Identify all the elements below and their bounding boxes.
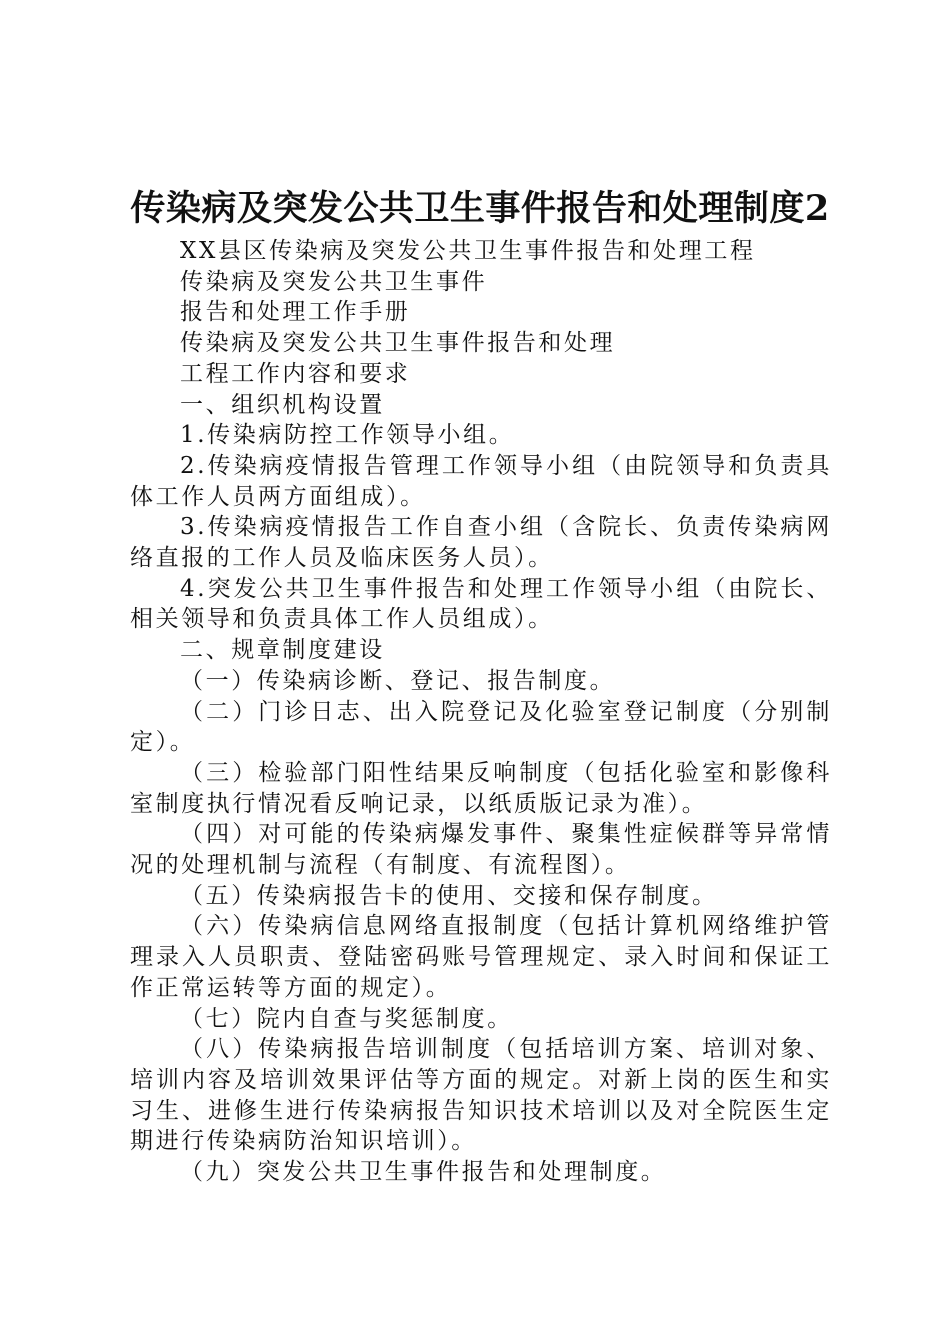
list-item: 3.传染病疫情报告工作自查小组（含院长、负责传染病网络直报的工作人员及临床医务人员）。 (130, 514, 832, 572)
paragraph: 传染病及突发公共卫生事件报告和处理 (180, 330, 616, 357)
list-item: （九）突发公共卫生事件报告和处理制度。 (180, 1159, 667, 1186)
list-item: 4.突发公共卫生事件报告和处理工作领导小组（由院长、相关领导和负责具体工作人员组成）。 (130, 575, 832, 633)
paragraph: 工程工作内容和要求 (180, 360, 411, 387)
list-item: 2.传染病疫情报告管理工作领导小组（由院领导和负责具体工作人员两方面组成）。 (130, 452, 832, 510)
list-item: （五）传染病报告卡的使用、交接和保存制度。 (180, 882, 718, 909)
paragraph: 报告和处理工作手册 (180, 299, 411, 326)
section-heading: 一、组织机构设置 (180, 391, 385, 418)
list-item: （四）对可能的传染病爆发事件、聚集性症候群等异常情况的处理机制与流程（有制度、有流程图）。 (130, 821, 832, 879)
paragraph: 传染病及突发公共卫生事件 (180, 268, 488, 295)
list-item: 1.传染病防控工作领导小组。 (180, 422, 515, 449)
list-item: （八）传染病报告培训制度（包括培训方案、培训对象、培训内容及培训效果评估等方面的规定。对新上岗的医生和实习生、进修生进行传染病报告知识技术培训以及对全院医生定期进行传染病防治知识培训）。 (130, 1036, 832, 1155)
section-heading: 二、规章制度建设 (180, 637, 385, 664)
paragraph: XX县区传染病及突发公共卫生事件报告和处理工程 (180, 238, 756, 264)
document-title: 传染病及突发公共卫生事件报告和处理制度2 (130, 188, 830, 229)
list-item: （七）院内自查与奖惩制度。 (180, 1005, 513, 1032)
list-item: （六）传染病信息网络直报制度（包括计算机网络维护管理录入人员职责、登陆密码账号管理规定、录入时间和保证工作正常运转等方面的规定）。 (130, 913, 832, 1001)
list-item: （三）检验部门阳性结果反响制度（包括化验室和影像科室制度执行情况看反响记录，以纸质版记录为准）。 (130, 759, 832, 817)
list-item: （一）传染病诊断、登记、报告制度。 (180, 667, 616, 694)
list-item: （二）门诊日志、出入院登记及化验室登记制度（分别制定）。 (130, 698, 832, 756)
document-body (130, 236, 832, 1188)
